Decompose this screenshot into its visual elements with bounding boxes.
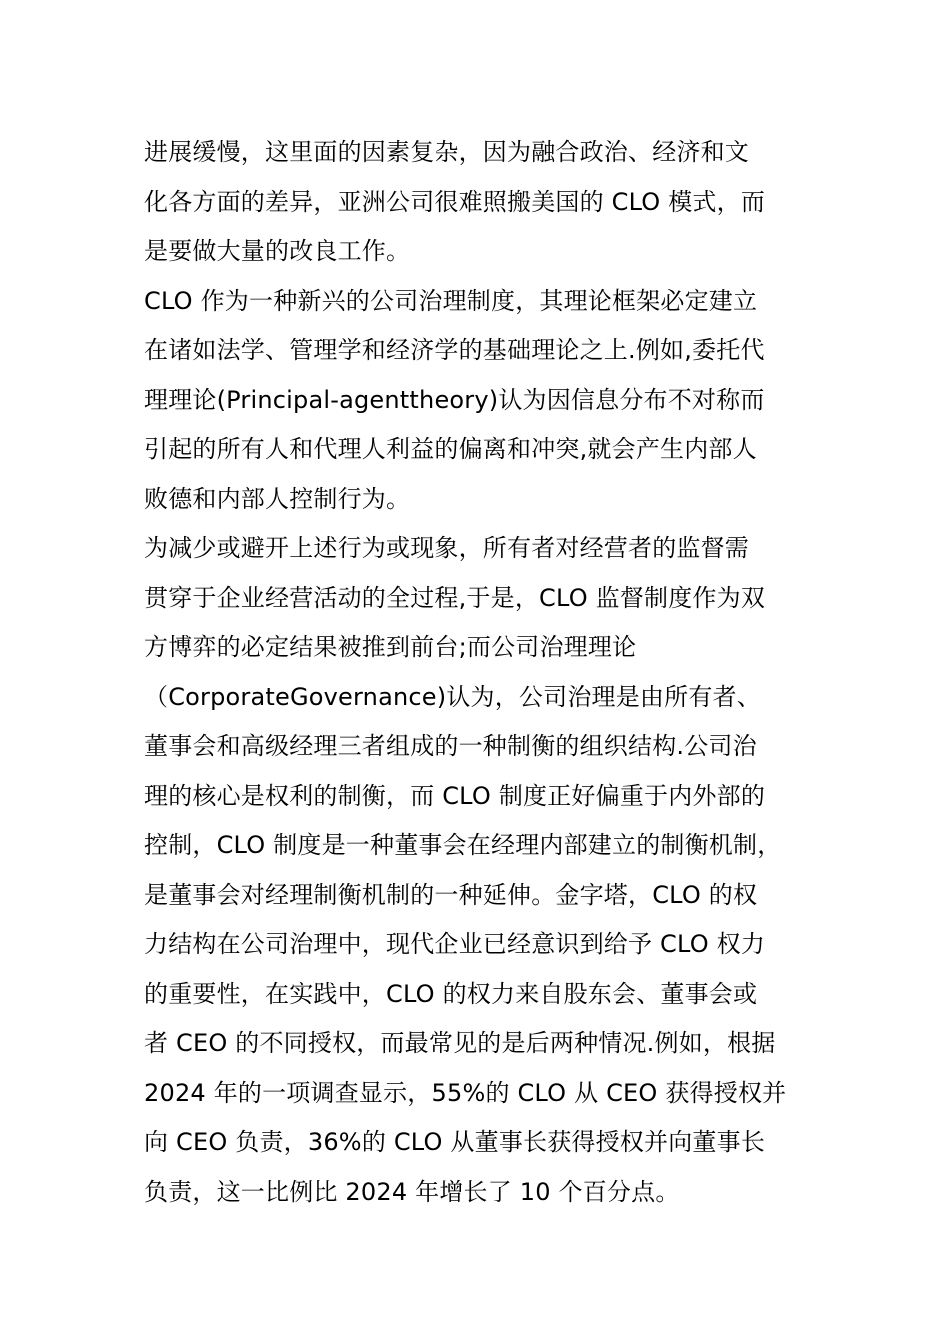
text-line: 向 CEO 负责，36%的 CLO 从董事长获得授权并向董事长 bbox=[144, 1128, 766, 1156]
text-line: 2024 年的一项调查显示，55%的 CLO 从 CEO 获得授权并 bbox=[144, 1078, 787, 1107]
text-line: 引起的所有人和代理人利益的偏离和冲突,就会产生内部人 bbox=[144, 435, 757, 463]
text-line: 控制，CLO 制度是一种董事会在经理内部建立的制衡机制， bbox=[144, 831, 782, 859]
text-line: （CorporateGovernance)认为，公司治理是由所有者、 bbox=[144, 682, 761, 711]
text-line: 的重要性，在实践中，CLO 的权力来自股东会、董事会或 bbox=[144, 979, 758, 1008]
text-line: 为减少或避开上述行为或现象，所有者对经营者的监督需 bbox=[144, 534, 749, 562]
text-line: 在诸如法学、管理学和经济学的基础理论之上.例如,委托代 bbox=[144, 336, 765, 364]
text-line: 是要做大量的改良工作。 bbox=[144, 237, 411, 265]
text-line: 贯穿于企业经营活动的全过程,于是，CLO 监督制度作为双 bbox=[144, 583, 766, 612]
text-line: 者 CEO 的不同授权，而最常见的是后两种情况.例如，根据 bbox=[144, 1029, 776, 1057]
text-line: 理的核心是权利的制衡，而 CLO 制度正好偏重于内外部的 bbox=[144, 781, 766, 810]
text-line: 化各方面的差异，亚洲公司很难照搬美国的 CLO 模式，而 bbox=[144, 187, 766, 216]
text-line: CLO 作为一种新兴的公司治理制度，其理论框架必定建立 bbox=[144, 286, 758, 315]
text-line: 方博弈的必定结果被推到前台;而公司治理理论 bbox=[144, 633, 637, 661]
text-line: 是董事会对经理制衡机制的一种延伸。金字塔，CLO 的权 bbox=[144, 880, 758, 909]
text-line: 理理论(Principal-agenttheory)认为因信息分布不对称而 bbox=[144, 385, 765, 414]
text-line: 进展缓慢，这里面的因素复杂，因为融合政治、经济和文 bbox=[144, 138, 749, 166]
text-line: 负责，这一比例比 2024 年增长了 10 个百分点。 bbox=[144, 1177, 680, 1206]
text-line: 力结构在公司治理中，现代企业已经意识到给予 CLO 权力 bbox=[144, 930, 766, 958]
body-text bbox=[144, 128, 824, 1217]
text-line: 董事会和高级经理三者组成的一种制衡的组织结构.公司治 bbox=[144, 732, 757, 760]
text-line: 败德和内部人控制行为。 bbox=[144, 484, 411, 513]
